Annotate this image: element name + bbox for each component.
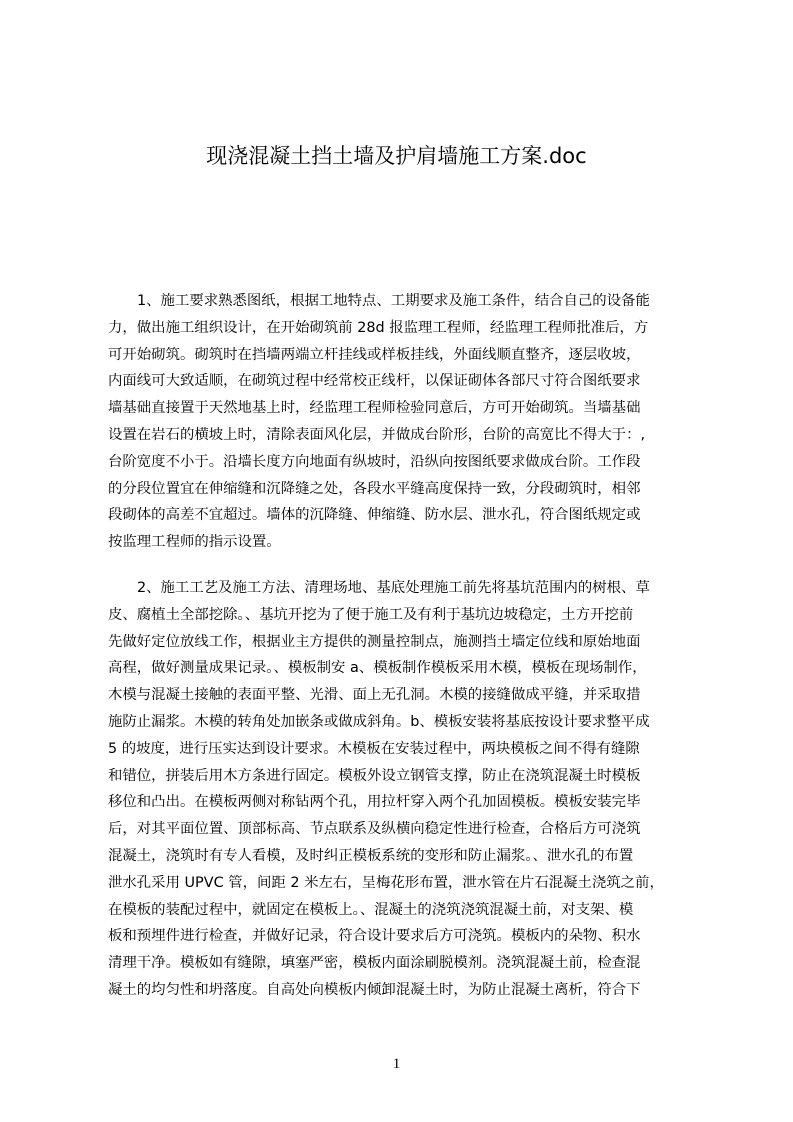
text-line: 混凝土，浇筑时有专人看模，及时纠正模板系统的变形和防止漏浆。、泄水孔的布置 (108, 847, 634, 864)
text-line: 板和预埋件进行检查，并做好记录，符合设计要求后方可浇筑。模板内的朵物、积水 (108, 928, 641, 945)
text-line: 和错位，拼装后用木方条进行固定。模板外设立钢管支撑，防止在浇筑混凝土时模板 (108, 767, 641, 784)
text-line: 段砌体的高差不宜超过。墙体的沉降缝、伸缩缝、防水层、泄水孔，符合图纸规定或 (108, 507, 641, 524)
text-line: 移位和凸出。在模板两侧对称钻两个孔，用拉杆穿入两个孔加固模板。模板安装完毕 (108, 794, 641, 811)
text-line: 的分段位置宜在伸缩缝和沉降缝之处，各段水平缝高度保持一致，分段砌筑时，相邻 (108, 480, 641, 497)
text-line: 2、施工工艺及施工方法、清理场地、基底处理施工前先将基坑范围内的树根、草 (137, 580, 650, 596)
text-line: 在模板的装配过程中，就固定在模板上。、混凝土的浇筑浇筑混凝土前，对支架、模 (108, 901, 634, 918)
text-line: 墙基础直接置于天然地基上时，经监理工程师检验同意后，方可开始砌筑。当墙基础 (108, 400, 641, 417)
document-title: 现浇混凝土挡土墙及护肩墙施工方案.doc (206, 144, 587, 168)
text-line: 1、施工要求熟悉图纸，根据工地特点、工期要求及施工条件，结合自己的设备能 (137, 293, 650, 309)
text-line: 凝土的均匀性和坍落度。自高处向模板内倾卸混凝土时，为防止混凝土离析，符合下 (108, 981, 641, 998)
paragraph-construction-requirements (108, 288, 708, 556)
text-line: 皮、腐植土全部挖除。、基坑开挖为了便于施工及有利于基坑边坡稳定，土方开挖前 (108, 606, 634, 623)
text-line: 施防止漏浆。木模的转角处加嵌条或做成斜角。b、模板安装将基底按设计要求整平成 (108, 713, 650, 730)
text-line: 泄水孔采用 UPVC 管，间距 2 米左右，呈梅花形布置，泄水管在片石混凝土浇筑之前， (108, 874, 664, 891)
paragraph-construction-process (108, 575, 708, 1004)
text-line: 内面线可大致适顺，在砌筑过程中经常校正线杆，以保证砌体各部尺寸符合图纸要求 (108, 373, 641, 390)
page-number: 1 (392, 1056, 401, 1072)
text-line: 设置在岩石的横坡上时，清除表面风化层，并做成台阶形，台阶的高宽比不得大于：, (108, 426, 646, 443)
text-line: 高程，做好测量成果记录。、模板制安 a、模板制作模板采用木模，模板在现场制作， (108, 660, 647, 677)
text-line: 先做好定位放线工作，根据业主方提供的测量控制点，施测挡土墙定位线和原始地面 (108, 633, 641, 650)
text-line: 后，对其平面位置、顶部标高、节点联系及纵横向稳定性进行检查，合格后方可浇筑 (108, 821, 641, 838)
text-line: 5 的坡度，进行压实达到设计要求。木模板在安装过程中，两块模板之间不得有缝隙 (108, 740, 640, 757)
text-line: 清理干净。模板如有缝隙，填塞严密，模板内面涂刷脱模剂。浇筑混凝土前，检查混 (108, 955, 641, 972)
text-line: 按监理工程师的指示设置。 (108, 534, 281, 551)
text-line: 木模与混凝土接触的表面平整、光滑、面上无孔洞。木模的接缝做成平缝，并采取措 (108, 687, 641, 704)
text-line: 可开始砌筑。砌筑时在挡墙两端立杆挂线或样板挂线，外面线顺直整齐，逐层收坡， (108, 346, 641, 363)
text-line: 台阶宽度不小于。沿墙长度方向地面有纵坡时，沿纵向按图纸要求做成台阶。工作段 (108, 453, 641, 470)
text-line: 力，做出施工组织设计，在开始砌筑前 28d 报监理工程师，经监理工程师批准后，方 (108, 319, 649, 336)
